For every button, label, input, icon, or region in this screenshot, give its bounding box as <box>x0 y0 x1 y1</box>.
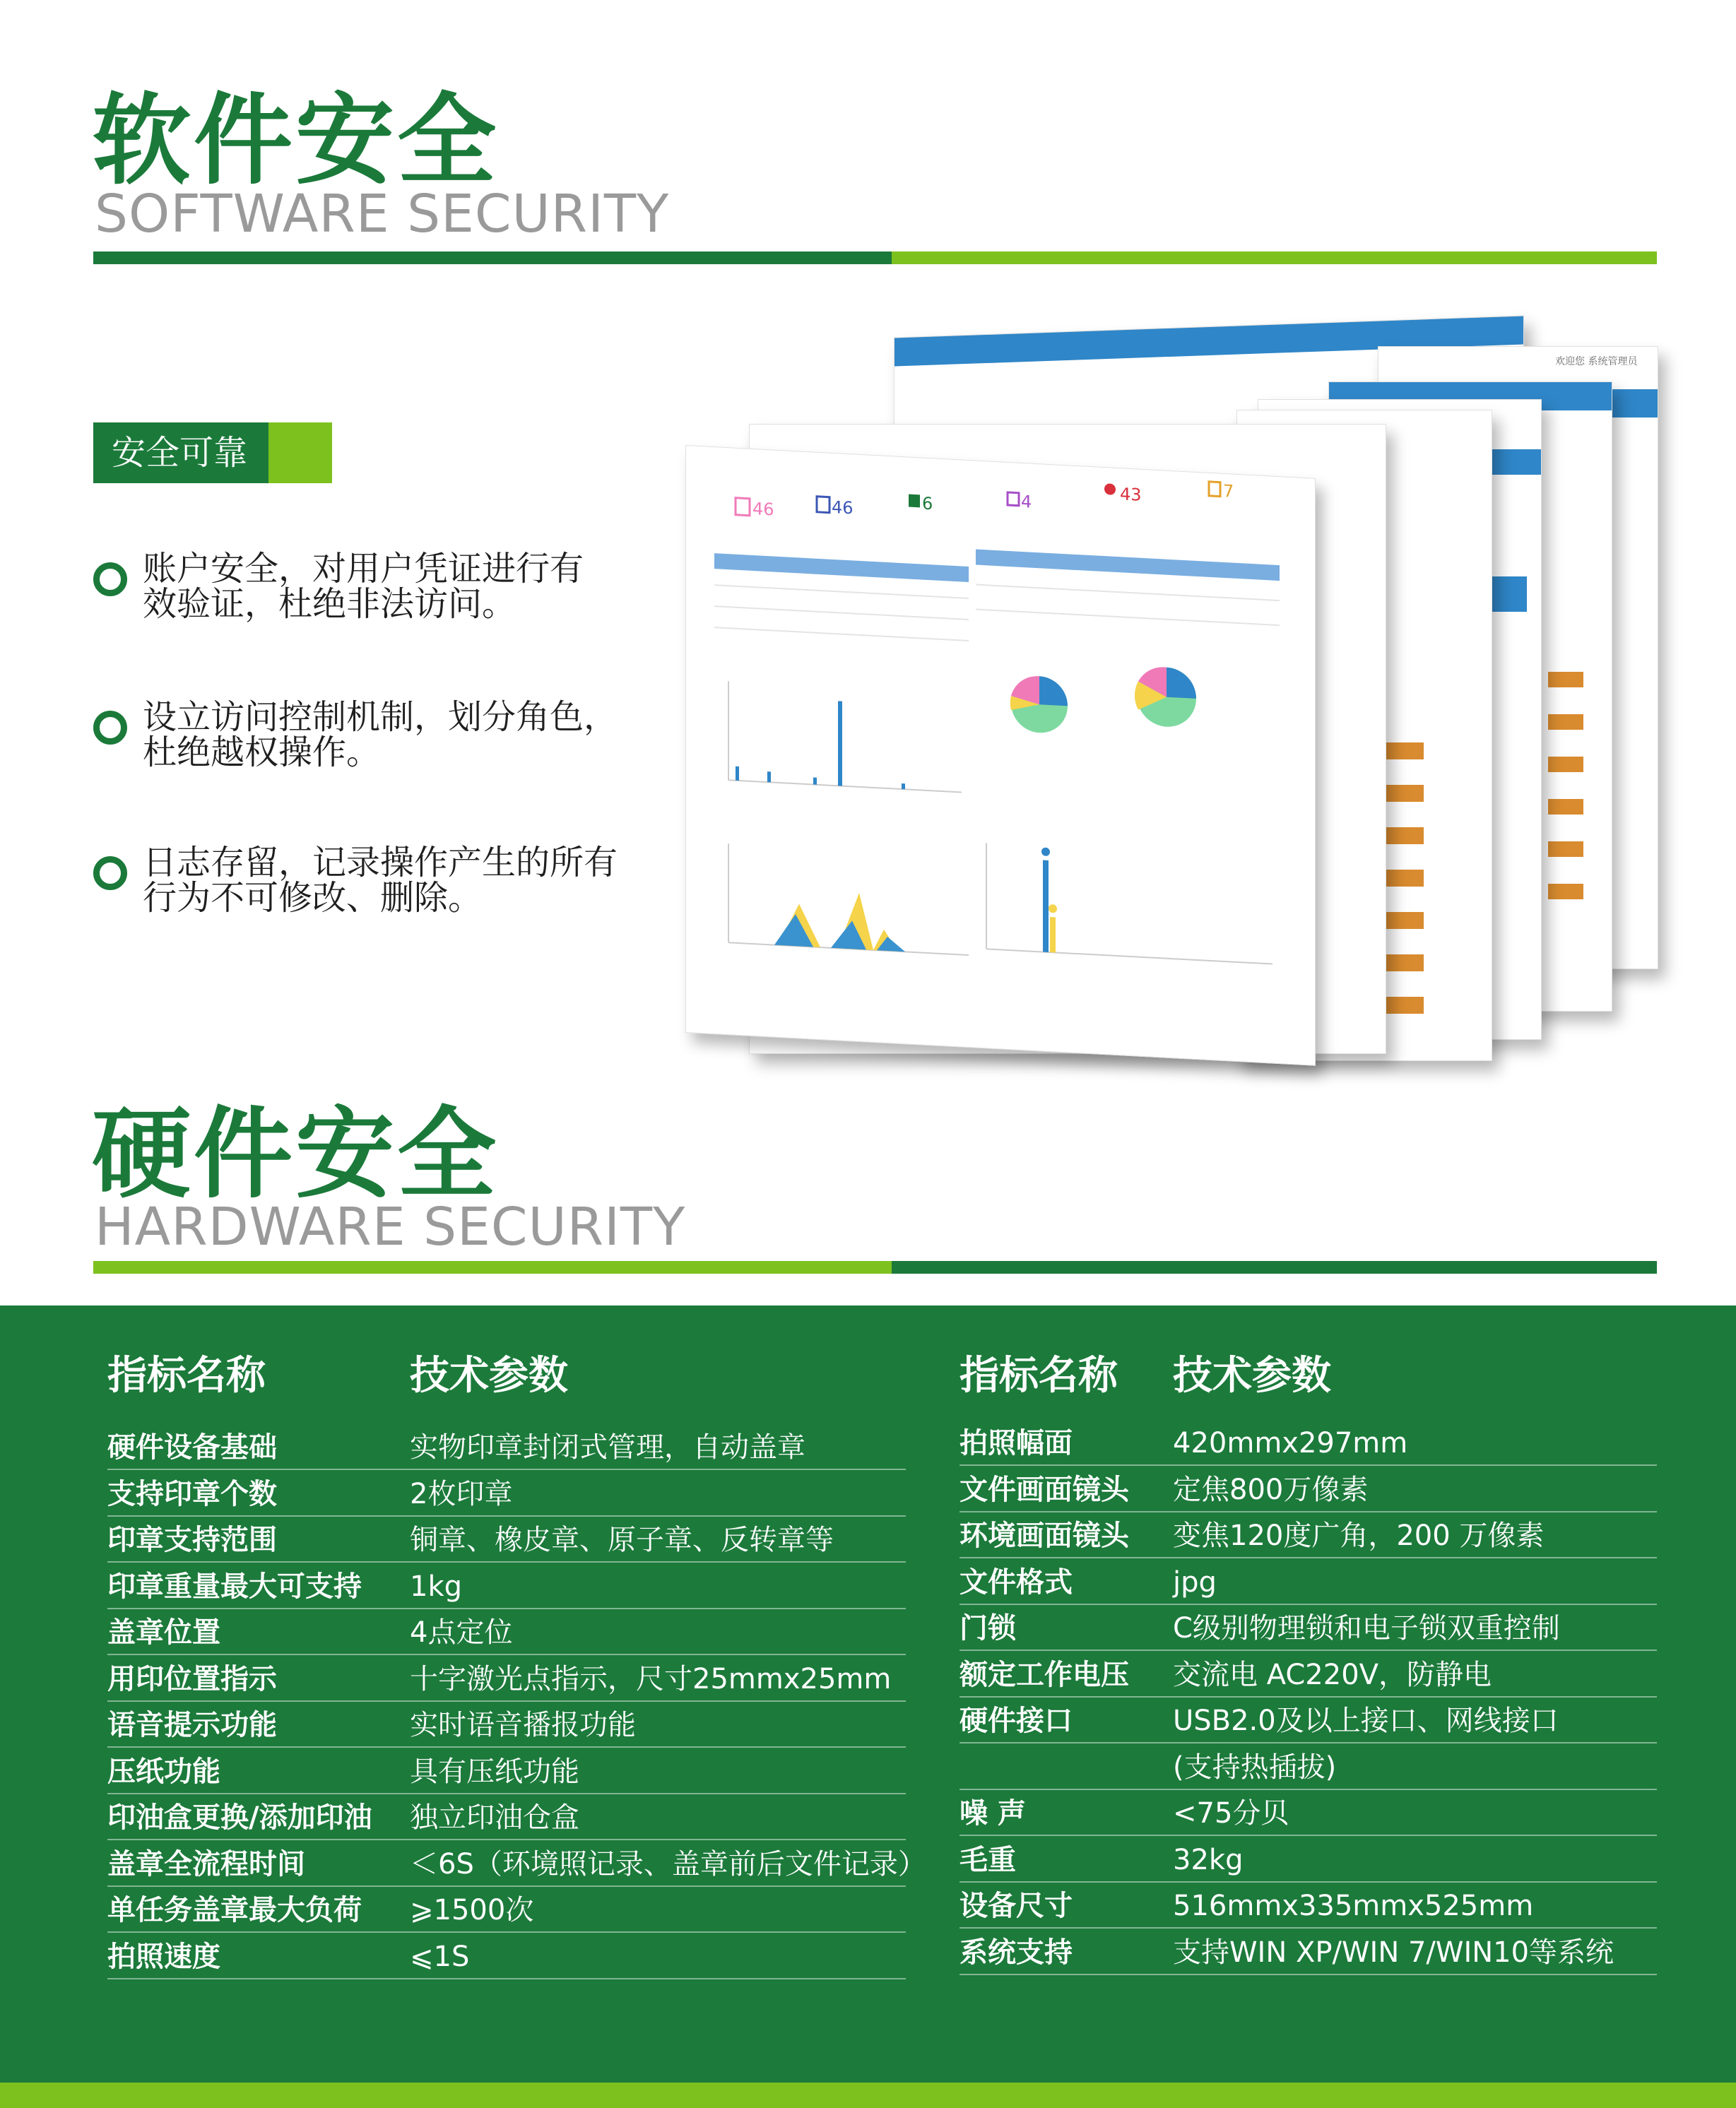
welcome-text: 欢迎您 系统管理员 <box>1555 356 1638 367</box>
software-subtitle: SOFTWARE SECURITY <box>95 184 670 244</box>
grouped-bar-chart-illustration <box>986 843 1273 964</box>
hardware-subtitle: HARDWARE SECURITY <box>95 1197 686 1257</box>
bottom-band <box>0 2083 1736 2108</box>
bullet-line: 日志存留，记录操作产生的所有 <box>143 843 618 882</box>
spec-row <box>107 1656 906 1702</box>
stat-value: 46 <box>752 498 774 520</box>
badge-label: 安全可靠 <box>112 433 248 473</box>
spec-name: 门锁 <box>959 1612 1016 1645</box>
spec-value: 2枚印章 <box>410 1477 513 1510</box>
spec-row <box>959 1790 1657 1836</box>
spec-row <box>107 1887 906 1933</box>
header-indicator-left: 指标名称 <box>107 1353 266 1399</box>
spec-value: 实物印章封闭式管理，自动盖章 <box>410 1431 805 1464</box>
spec-row <box>107 1934 906 1979</box>
spec-name: 印章重量最大可支持 <box>107 1570 362 1603</box>
circle-bullet-icon <box>93 711 127 745</box>
area-chart-illustration <box>728 843 969 955</box>
spec-value: 实时语音播报功能 <box>410 1709 636 1741</box>
clipboard-icon <box>817 497 829 513</box>
spec-name: 文件画面镜头 <box>959 1473 1129 1506</box>
user-icon <box>1104 483 1116 495</box>
copy-icon <box>1209 482 1220 497</box>
spec-row <box>107 1702 906 1748</box>
spec-value: 32kg <box>1173 1843 1244 1876</box>
spec-name: 文件格式 <box>959 1565 1073 1599</box>
spec-value: 变焦120度广角，200 万像素 <box>1173 1520 1545 1552</box>
spec-name: 支持印章个数 <box>107 1477 277 1510</box>
lock-icon <box>1008 492 1019 506</box>
spec-row <box>959 1652 1657 1698</box>
spec-panel <box>0 1305 1736 2083</box>
software-title: 软件安全 <box>92 83 500 199</box>
spec-name: 单任务盖章最大负荷 <box>107 1894 362 1926</box>
spec-row <box>959 1929 1657 1975</box>
spec-row <box>959 1420 1657 1466</box>
spec-value: 1kg <box>410 1570 463 1603</box>
spec-name: 盖章全流程时间 <box>107 1847 305 1881</box>
spec-name: 毛重 <box>959 1843 1016 1876</box>
circle-bullet-icon <box>93 856 127 890</box>
circle-bullet-icon <box>93 562 127 596</box>
spec-value: C级别物理锁和电子锁双重控制 <box>1173 1612 1560 1645</box>
spec-row <box>959 1559 1657 1605</box>
spec-row <box>107 1794 906 1840</box>
reliability-badge <box>93 422 332 483</box>
spec-row <box>959 1512 1657 1558</box>
spec-name: 硬件设备基础 <box>107 1431 277 1464</box>
spec-row <box>959 1698 1657 1743</box>
stat-value: 46 <box>832 497 854 519</box>
spec-value: 铜章、橡皮章、原子章、反转章等 <box>410 1524 834 1556</box>
software-divider <box>93 251 1657 264</box>
spec-name: 盖章位置 <box>107 1616 220 1649</box>
spec-name: 压纸功能 <box>107 1755 220 1788</box>
header-param-left: 技术参数 <box>410 1353 568 1399</box>
spec-name: 硬件接口 <box>959 1705 1073 1737</box>
spec-value: (支持热插拔) <box>1173 1751 1337 1784</box>
spec-name: 印章支持范围 <box>107 1524 277 1556</box>
spec-value: 十字激光点指示，尺寸25mmx25mm <box>410 1662 892 1695</box>
hardware-title: 硬件安全 <box>92 1097 500 1212</box>
spec-name: 噪 声 <box>959 1797 1026 1830</box>
spec-value: 定焦800万像素 <box>1173 1473 1369 1506</box>
spec-row <box>107 1841 926 1887</box>
spec-value: <75分贝 <box>1173 1797 1289 1830</box>
spec-name: 用印位置指示 <box>107 1662 277 1695</box>
spec-value: jpg <box>1173 1565 1217 1599</box>
stat-value: 43 <box>1120 484 1142 505</box>
front-dashboard-sheet <box>685 445 1316 1066</box>
bar-chart-illustration <box>728 681 962 792</box>
spec-row <box>107 1424 906 1470</box>
spec-name: 系统支持 <box>959 1936 1073 1969</box>
bullet-line: 设立访问控制机制，划分角色， <box>143 697 618 737</box>
spec-row <box>959 1467 1657 1512</box>
spec-name: 语音提示功能 <box>107 1709 277 1741</box>
document-icon <box>736 498 750 516</box>
spec-name: 印油盒更换/添加印油 <box>107 1801 372 1834</box>
spec-name: 环境画面镜头 <box>959 1520 1129 1552</box>
bullet-line: 行为不可修改、删除。 <box>143 878 483 918</box>
spec-value: 支持WIN XP/WIN 7/WIN10等系统 <box>1173 1936 1614 1969</box>
spec-value: USB2.0及以上接口、网线接口 <box>1173 1705 1559 1737</box>
stat-value: 4 <box>1021 491 1032 512</box>
spec-value: ⩽1S <box>410 1940 470 1973</box>
spec-value: 4点定位 <box>410 1616 513 1649</box>
spec-row <box>959 1883 1657 1929</box>
spec-row <box>107 1563 906 1609</box>
spec-row <box>107 1517 906 1563</box>
header-param-right: 技术参数 <box>1173 1353 1331 1399</box>
bullet-line: 杜绝越权操作。 <box>143 733 381 772</box>
bullet-line: 账户安全，对用户凭证进行有 <box>143 549 584 588</box>
stamp-icon <box>909 495 920 508</box>
spec-name: 额定工作电压 <box>959 1658 1129 1691</box>
header-indicator-right: 指标名称 <box>959 1353 1118 1399</box>
stat-value: 6 <box>922 493 933 514</box>
spec-value: 具有压纸功能 <box>410 1755 579 1788</box>
spec-value: 516mmx335mmx525mm <box>1173 1890 1534 1922</box>
spec-row <box>959 1744 1657 1790</box>
spec-name: 拍照幅面 <box>959 1427 1073 1459</box>
spec-value: 独立印油仓盒 <box>410 1801 579 1834</box>
spec-value: 交流电 AC220V，防静电 <box>1173 1658 1492 1691</box>
spec-value: ⩾1500次 <box>410 1894 534 1926</box>
spec-value: ＜6S（环境照记录、盖章前后文件记录） <box>410 1847 926 1881</box>
spec-row <box>107 1748 906 1794</box>
spec-row <box>107 1471 906 1517</box>
spec-row <box>959 1837 1657 1883</box>
spec-row <box>107 1609 906 1655</box>
spec-value: 420mmx297mm <box>1173 1427 1408 1459</box>
bullet-line: 效验证，杜绝非法访问。 <box>143 584 516 624</box>
hardware-divider <box>93 1261 1657 1274</box>
pie-chart-illustration <box>1010 659 1196 741</box>
spec-name: 拍照速度 <box>107 1940 220 1973</box>
spec-name: 设备尺寸 <box>959 1890 1073 1922</box>
spec-row <box>959 1605 1657 1651</box>
stat-value: 7 <box>1223 480 1234 502</box>
dashboard-illustration <box>686 446 1315 1065</box>
